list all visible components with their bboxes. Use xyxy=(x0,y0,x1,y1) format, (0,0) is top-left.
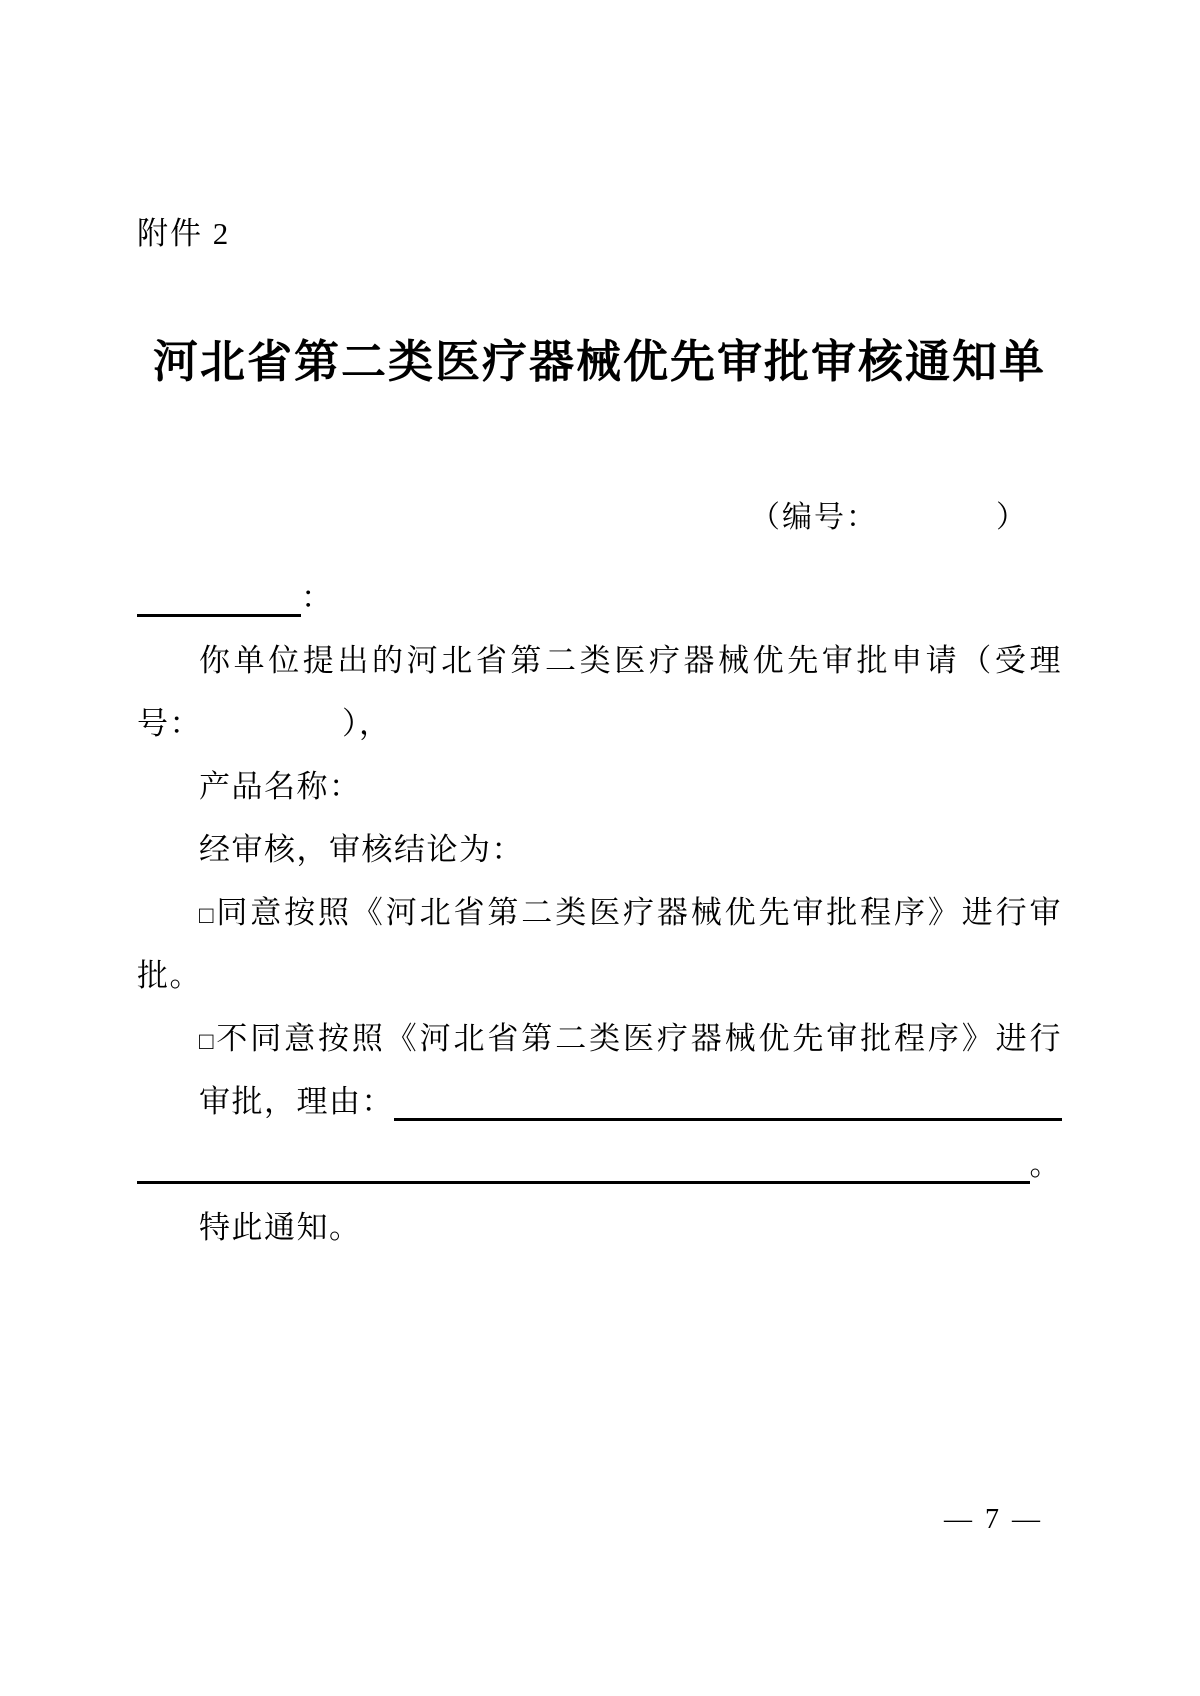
option-agree-line-1 xyxy=(137,881,1062,944)
product-name-label: 产品名称： xyxy=(199,769,362,804)
salutation-line xyxy=(137,566,1062,629)
document-body xyxy=(137,566,1062,1259)
page-number: — 7 — xyxy=(944,1504,1043,1535)
reason-continuation-line xyxy=(137,1133,1062,1196)
attachment-label: 附件 2 xyxy=(137,216,231,251)
acceptance-number-close: ）， xyxy=(342,706,392,741)
reason-blank-field xyxy=(394,1070,1062,1121)
review-conclusion-label: 经审核，审核结论为： xyxy=(199,832,524,867)
closing-line: 特此通知。 xyxy=(199,1210,362,1245)
option-agree-line-2: 批。 xyxy=(137,958,202,993)
application-line-1: 你单位提出的河北省第二类医疗器械优先审批申请（受理 xyxy=(199,643,1062,678)
salutation-colon: ： xyxy=(301,580,334,615)
reason-end-period: 。 xyxy=(1029,1147,1062,1182)
serial-number-line xyxy=(137,498,1062,538)
document-title: 河北省第二类医疗器械优先审批审核通知单 xyxy=(152,337,1046,387)
addressee-blank-field xyxy=(137,566,301,617)
reason-continuation-blank-field xyxy=(137,1133,1030,1184)
option-disagree-text: 不同意按照《河北省第二类医疗器械优先审批程序》进行 xyxy=(216,1021,1063,1056)
serial-open-label: （编号： xyxy=(750,501,878,534)
agree-checkbox-icon: □ xyxy=(199,903,217,929)
disagree-checkbox-icon: □ xyxy=(199,1029,217,1055)
reason-label: 审批，理由： xyxy=(199,1084,394,1119)
application-line-2 xyxy=(137,692,1062,755)
option-disagree-line-1 xyxy=(137,1007,1062,1070)
reason-line xyxy=(137,1070,1062,1133)
option-agree-text: 同意按照《河北省第二类医疗器械优先审批程序》进行审 xyxy=(216,895,1063,930)
acceptance-number-label: 号： xyxy=(137,706,202,741)
serial-close-label: ） xyxy=(996,501,1028,534)
